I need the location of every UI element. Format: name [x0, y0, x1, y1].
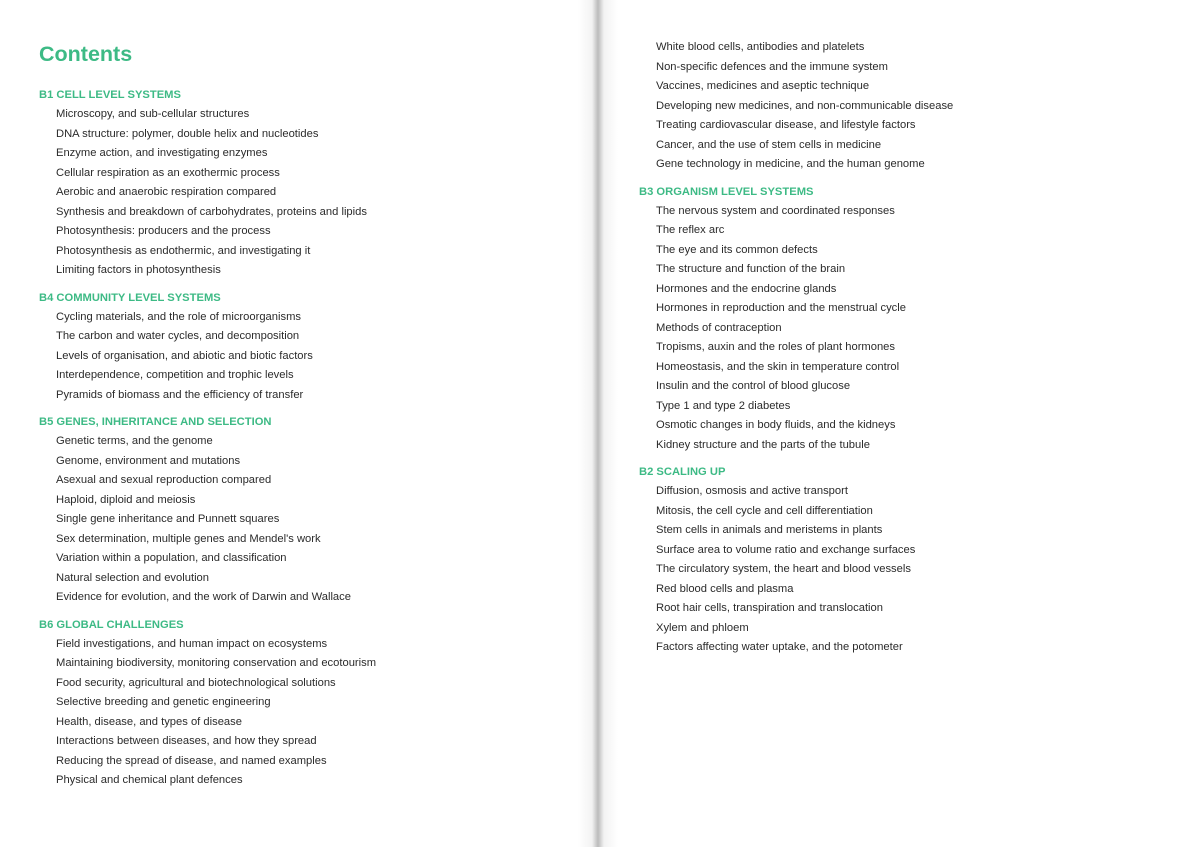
contents-entry[interactable]: The nervous system and coordinated responses — [656, 204, 895, 217]
left-contents-column — [39, 87, 559, 791]
contents-entry[interactable]: Developing new medicines, and non-communicable disease — [656, 99, 954, 112]
page-title: Contents — [39, 42, 133, 66]
contents-section — [39, 414, 559, 608]
contents-entry[interactable]: Selective breeding and genetic engineering — [56, 696, 271, 708]
contents-entry[interactable]: Asexual and sexual reproduction compared — [56, 474, 272, 486]
contents-entry[interactable]: The circulatory system, the heart and blood vessels — [656, 563, 911, 575]
contents-entry[interactable]: Mitosis, the cell cycle and cell differentiation — [656, 504, 873, 517]
contents-entry[interactable]: Evidence for evolution, and the work of Darwin and Wallace — [56, 591, 351, 603]
contents-entry[interactable]: Kidney structure and the parts of the tubule — [656, 438, 870, 451]
contents-entry[interactable]: Factors affecting water uptake, and the potometer — [656, 641, 903, 653]
contents-section — [39, 87, 559, 281]
contents-entry[interactable]: Type 1 and type 2 diabetes — [656, 399, 791, 412]
right-page — [596, 0, 1200, 847]
contents-entry[interactable]: Diffusion, osmosis and active transport — [656, 485, 848, 497]
contents-entry[interactable]: Gene technology in medicine, and the human genome — [656, 158, 925, 170]
contents-entry[interactable]: Hormones and the endocrine glands — [656, 282, 837, 295]
contents-entry[interactable]: Tropisms, auxin and the roles of plant hormones — [656, 341, 895, 353]
contents-entry[interactable]: Aerobic and anaerobic respiration compared — [56, 186, 277, 198]
section-heading: B3 ORGANISM LEVEL SYSTEMS — [639, 185, 814, 198]
contents-entry[interactable]: Cycling materials, and the role of microorganisms — [56, 310, 301, 323]
contents-entry[interactable]: Treating cardiovascular disease, and lifestyle factors — [656, 119, 916, 131]
contents-entry[interactable]: Non-specific defences and the immune system — [656, 60, 888, 73]
contents-entry[interactable]: DNA structure: polymer, double helix and nucleotides — [56, 127, 319, 140]
contents-entry[interactable]: Field investigations, and human impact on ecosystems — [56, 637, 328, 650]
contents-entry[interactable]: Haploid, diploid and meiosis — [56, 493, 196, 506]
left-page — [0, 0, 596, 847]
contents-section — [639, 184, 1159, 456]
contents-entry[interactable]: Photosynthesis as endothermic, and investigating it — [56, 244, 311, 257]
contents-entry[interactable]: Homeostasis, and the skin in temperature control — [656, 360, 900, 373]
contents-entry[interactable]: Interactions between diseases, and how they spread — [56, 735, 317, 747]
contents-entry[interactable]: Natural selection and evolution — [56, 571, 209, 584]
section-heading: B5 GENES, INHERITANCE AND SELECTION — [39, 416, 272, 428]
contents-entry[interactable]: Methods of contraception — [656, 321, 782, 334]
contents-entry[interactable]: The eye and its common defects — [656, 243, 818, 256]
contents-entry[interactable]: White blood cells, antibodies and platelets — [656, 41, 865, 53]
contents-entry[interactable]: Surface area to volume ratio and exchange surfaces — [656, 543, 916, 556]
contents-entry[interactable]: Sex determination, multiple genes and Mendel's work — [56, 532, 321, 545]
contents-entry[interactable]: Genome, environment and mutations — [56, 454, 241, 467]
contents-entry[interactable]: Osmotic changes in body fluids, and the kidneys — [656, 419, 896, 431]
contents-entry[interactable]: Enzyme action, and investigating enzymes — [56, 147, 268, 159]
contents-entry[interactable]: Levels of organisation, and abiotic and biotic factors — [56, 349, 313, 362]
contents-section — [39, 290, 559, 406]
contents-entry[interactable]: Reducing the spread of disease, and named examples — [56, 754, 327, 767]
contents-entry[interactable]: Limiting factors in photosynthesis — [56, 264, 221, 276]
contents-entry[interactable]: Insulin and the control of blood glucose — [656, 380, 851, 392]
contents-entry[interactable]: Root hair cells, transpiration and translocation — [656, 602, 883, 614]
contents-section — [39, 617, 559, 791]
contents-entry[interactable]: Stem cells in animals and meristems in plants — [656, 524, 883, 536]
contents-entry[interactable]: Food security, agricultural and biotechnological solutions — [56, 676, 336, 689]
contents-entry[interactable]: Vaccines, medicines and aseptic technique — [656, 80, 870, 92]
section-heading: B4 COMMUNITY LEVEL SYSTEMS — [39, 291, 221, 304]
contents-entry[interactable]: Interdependence, competition and trophic levels — [56, 369, 294, 381]
contents-entry[interactable]: The structure and function of the brain — [656, 263, 846, 275]
contents-entry[interactable]: The carbon and water cycles, and decomposition — [56, 330, 300, 342]
contents-entry[interactable]: Physical and chemical plant defences — [56, 774, 243, 786]
contents-entry[interactable]: Synthesis and breakdown of carbohydrates, proteins and lipids — [56, 205, 367, 218]
contents-entry[interactable]: Red blood cells and plasma — [656, 582, 794, 595]
section-heading: B1 CELL LEVEL SYSTEMS — [39, 89, 181, 101]
contents-entry[interactable]: Genetic terms, and the genome — [56, 435, 213, 447]
right-contents-column — [639, 38, 1159, 658]
contents-entry[interactable]: Photosynthesis: producers and the process — [56, 225, 271, 237]
section-heading: B6 GLOBAL CHALLENGES — [39, 618, 184, 631]
contents-entry[interactable]: Single gene inheritance and Punnett squares — [56, 513, 280, 525]
contents-entry[interactable]: Maintaining biodiversity, monitoring conservation and ecotourism — [56, 657, 377, 669]
section-heading: B2 SCALING UP — [639, 466, 726, 478]
contents-entry[interactable]: The reflex arc — [656, 224, 725, 236]
contents-entry[interactable]: Cancer, and the use of stem cells in medicine — [656, 138, 882, 151]
contents-entry[interactable]: Cellular respiration as an exothermic process — [56, 166, 280, 179]
contents-entry[interactable]: Hormones in reproduction and the menstrual cycle — [656, 302, 906, 314]
contents-entry[interactable]: Variation within a population, and classification — [56, 552, 287, 564]
contents-entry[interactable]: Xylem and phloem — [656, 621, 749, 634]
contents-entry[interactable]: Microscopy, and sub-cellular structures — [56, 108, 250, 120]
contents-section — [639, 464, 1159, 658]
contents-entry[interactable]: Pyramids of biomass and the efficiency of transfer — [56, 388, 304, 401]
contents-entry[interactable]: Health, disease, and types of disease — [56, 715, 242, 728]
contents-section — [639, 38, 1159, 175]
